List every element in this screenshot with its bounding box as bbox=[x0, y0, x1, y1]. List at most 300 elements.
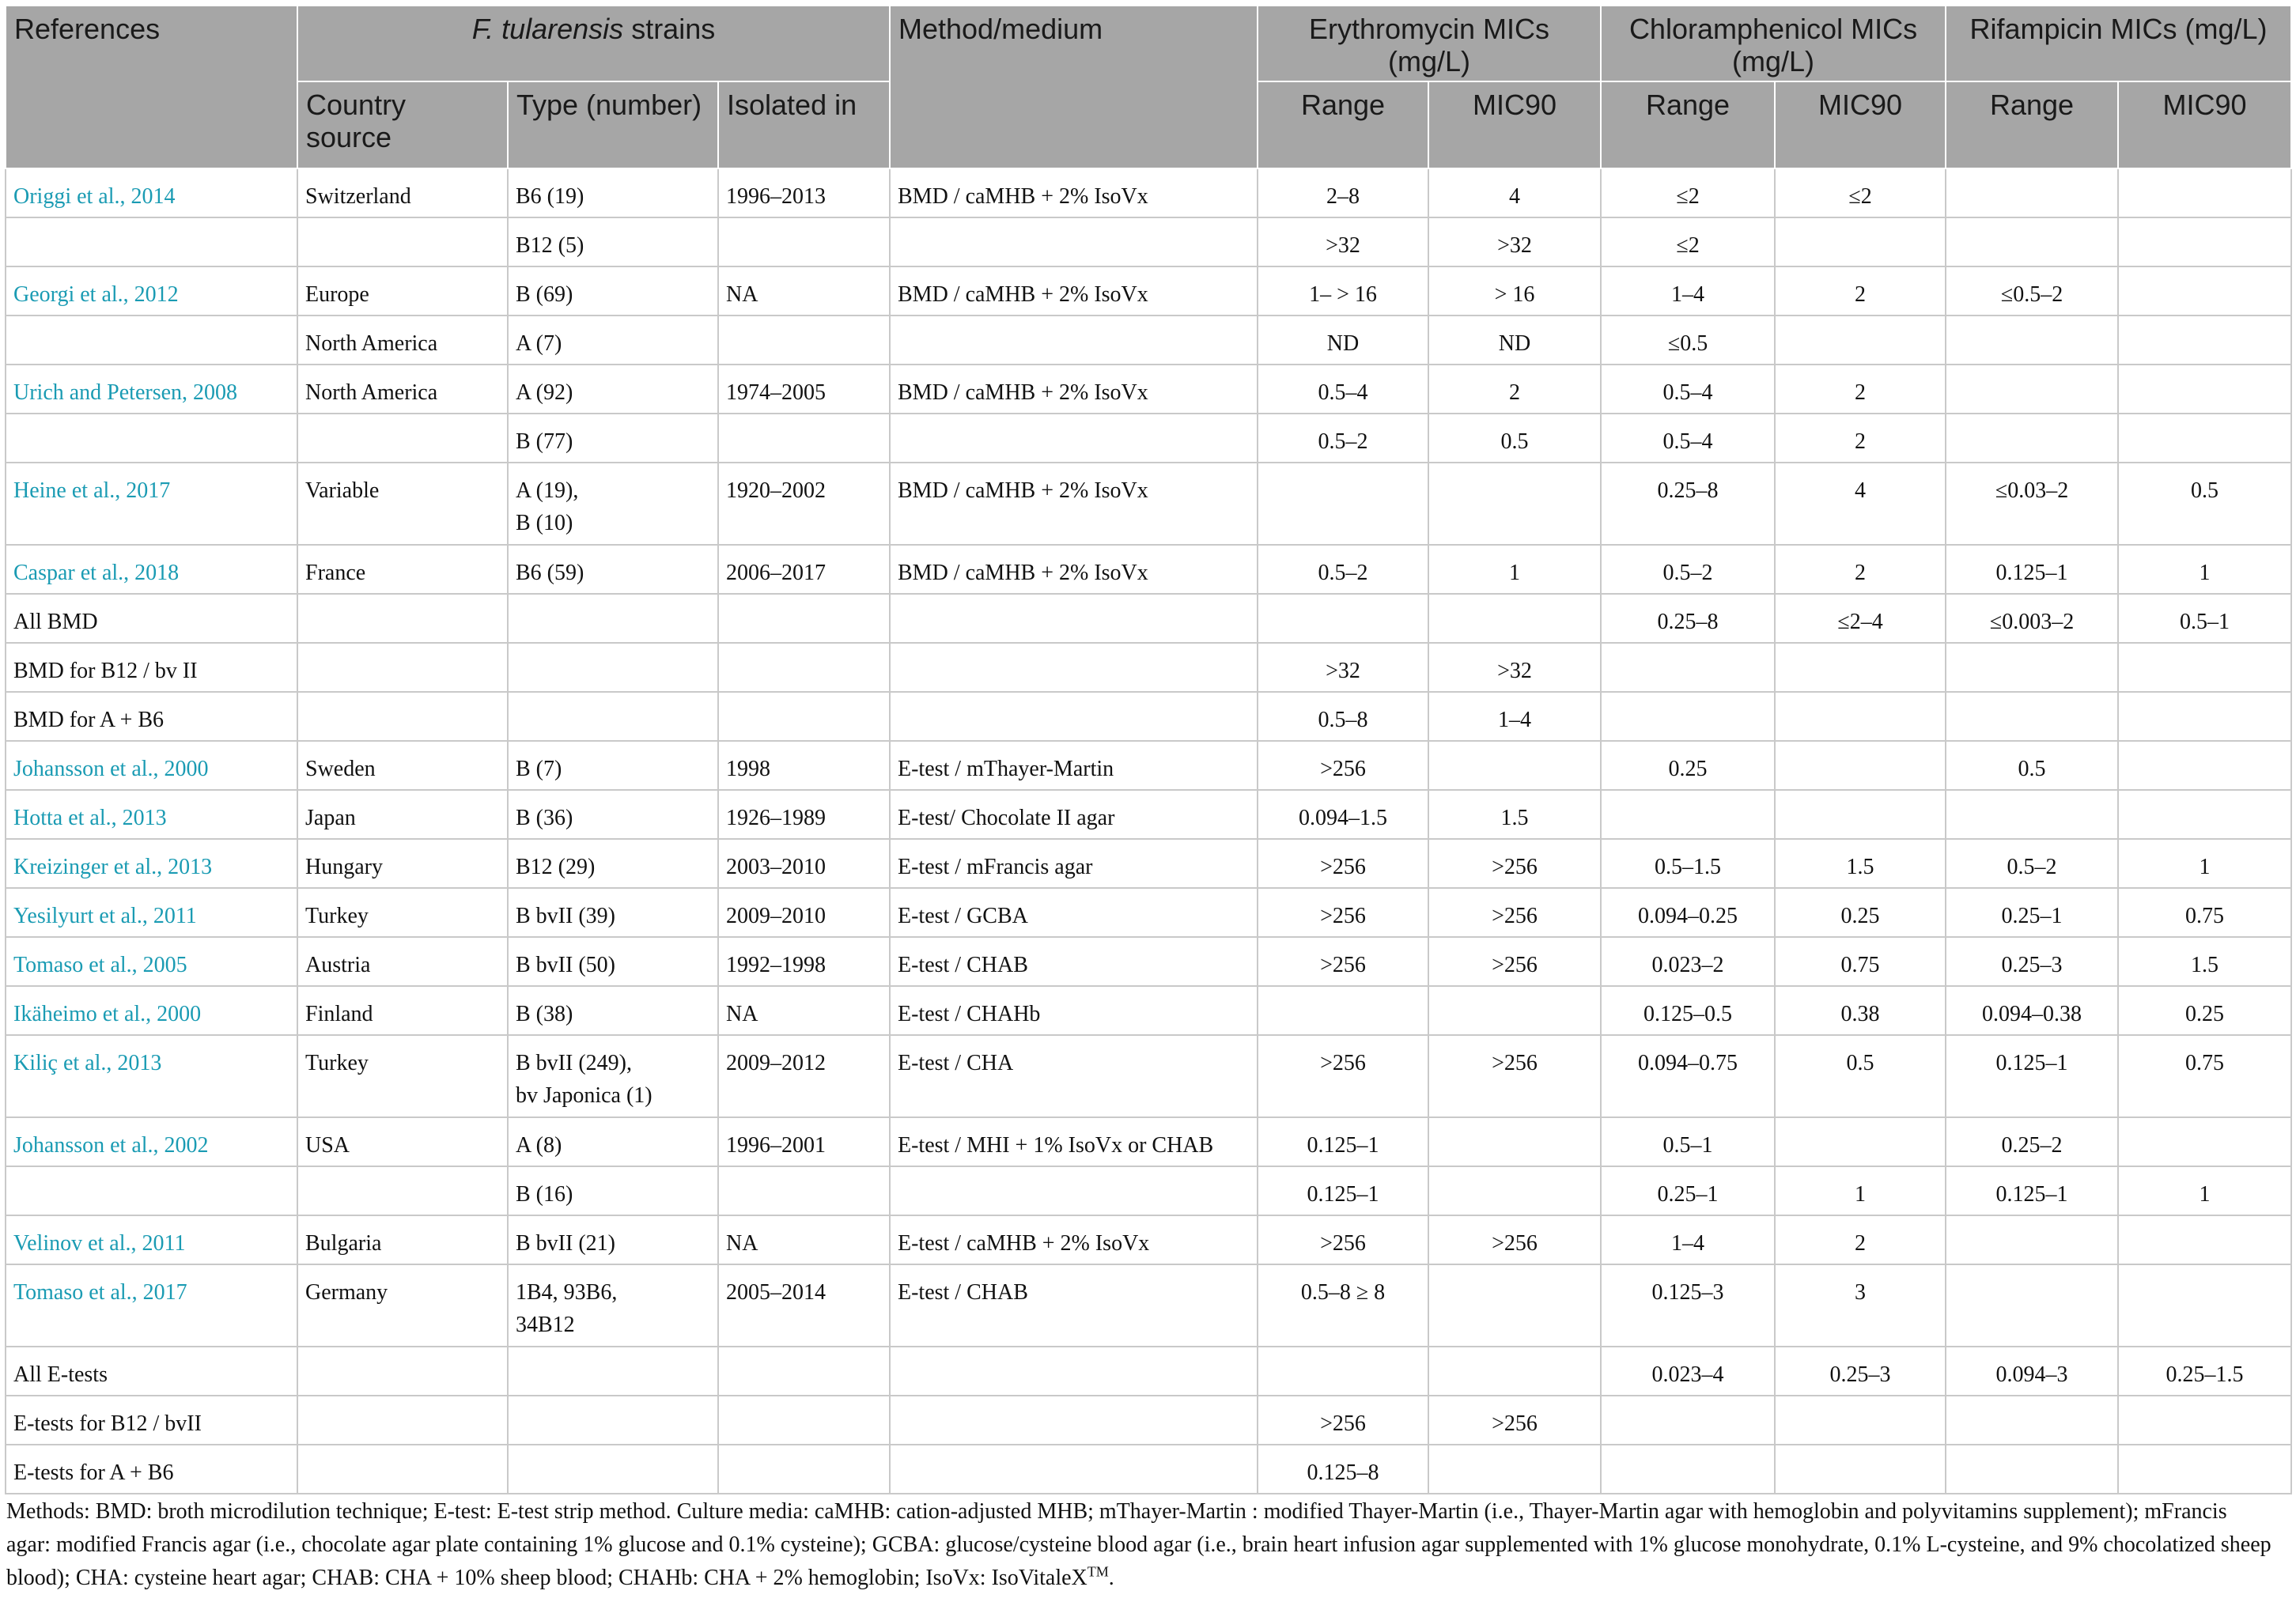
table-row bbox=[6, 643, 2291, 692]
reference-label: BMD for A + B6 bbox=[13, 708, 165, 732]
type-cell bbox=[508, 1264, 718, 1347]
table-row bbox=[6, 168, 2291, 217]
country-cell bbox=[297, 937, 508, 986]
country-cell bbox=[297, 692, 508, 741]
table-row bbox=[6, 414, 2291, 463]
header-method: Method/medium bbox=[890, 6, 1258, 168]
country-cell bbox=[297, 266, 508, 315]
header-chl-mic90: MIC90 bbox=[1775, 81, 1946, 168]
erythromycin-range-cell bbox=[1258, 168, 1428, 217]
header-ery-mic90: MIC90 bbox=[1428, 81, 1601, 168]
reference-year-link[interactable]: 2002 bbox=[164, 1133, 209, 1158]
type-cell bbox=[508, 266, 718, 315]
reference-link[interactable]: Johansson et al., bbox=[13, 1133, 159, 1158]
rifampicin-range-cell bbox=[1946, 839, 2118, 888]
reference-cell bbox=[6, 986, 297, 1035]
reference-cell bbox=[6, 888, 297, 937]
method-cell-text: E-test / mThayer-Martin bbox=[898, 757, 1114, 781]
type-cell bbox=[508, 1166, 718, 1215]
chloramphenicol-mic90-cell bbox=[1775, 594, 1946, 643]
rifampicin-range-cell bbox=[1946, 1445, 2118, 1494]
footnote-text: Methods: BMD: broth microdilution technique; E-test: E-test strip method. Culture media: caMHB: cation-adjusted MHB; mThayer-Martin : modified Thayer-Martin (i.e., Thayer-Martin agar with hemoglobin and polyvitamins supplement); mFrancis agar: modified Francis agar (i.e., chocolate agar plate containing 1% glucose and 0.1% cysteine); GCBA: glucose/cysteine blood agar (i.e., brain heart infusion agar supplemented with 1% glucose monohydrate, 0.1% L-cysteine, and 9% chocolatized sheep blood); CHA: cysteine heart agar; CHAB: CHA + 10% sheep blood; CHAHb: CHA + 2% hemoglobin; IsoVx: IsoVitaleX bbox=[6, 1499, 2271, 1590]
chloramphenicol-mic90-cell bbox=[1775, 463, 1946, 545]
rifampicin-range-cell bbox=[1946, 643, 2118, 692]
isolated-cell bbox=[718, 1035, 890, 1117]
header-strains-label: strains bbox=[623, 13, 716, 45]
type-cell bbox=[508, 1117, 718, 1166]
erythromycin-range-cell-text: >256 bbox=[1320, 1411, 1366, 1436]
erythromycin-range-cell-text: 0.125–8 bbox=[1307, 1460, 1379, 1485]
chloramphenicol-mic90-cell bbox=[1775, 217, 1946, 266]
table-row bbox=[6, 986, 2291, 1035]
reference-year-link[interactable]: 2013 bbox=[117, 1051, 162, 1075]
rifampicin-range-cell bbox=[1946, 594, 2118, 643]
chloramphenicol-range-cell bbox=[1601, 986, 1775, 1035]
table-row bbox=[6, 790, 2291, 839]
rifampicin-range-cell-text: 0.25–3 bbox=[2001, 953, 2063, 977]
method-cell-text: BMD / caMHB + 2% IsoVx bbox=[898, 380, 1148, 405]
reference-link[interactable]: Kreizinger et al., bbox=[13, 855, 163, 879]
chloramphenicol-mic90-cell bbox=[1775, 839, 1946, 888]
country-cell bbox=[297, 1396, 508, 1445]
isolated-cell bbox=[718, 266, 890, 315]
chloramphenicol-range-cell bbox=[1601, 315, 1775, 365]
isolated-cell bbox=[718, 1347, 890, 1396]
isolated-cell bbox=[718, 594, 890, 643]
isolated-cell-text: 1974–2005 bbox=[726, 380, 826, 405]
table-row bbox=[6, 463, 2291, 545]
header-rif-mic90: MIC90 bbox=[2118, 81, 2291, 168]
erythromycin-mic90-cell-text: 4 bbox=[1509, 184, 1520, 209]
country-cell bbox=[297, 643, 508, 692]
chloramphenicol-range-cell bbox=[1601, 217, 1775, 266]
country-cell bbox=[297, 888, 508, 937]
method-cell bbox=[890, 1166, 1258, 1215]
type-cell bbox=[508, 692, 718, 741]
type-cell-text: B (36) bbox=[516, 806, 573, 830]
erythromycin-range-cell-text: >256 bbox=[1320, 904, 1366, 928]
erythromycin-range-cell bbox=[1258, 545, 1428, 594]
reference-cell bbox=[6, 545, 297, 594]
erythromycin-range-cell-text: 0.5–4 bbox=[1318, 380, 1368, 405]
chloramphenicol-mic90-cell bbox=[1775, 1264, 1946, 1347]
footnote-trademark: TM bbox=[1087, 1563, 1109, 1580]
chloramphenicol-mic90-cell bbox=[1775, 1396, 1946, 1445]
rifampicin-mic90-cell-text: 0.75 bbox=[2185, 904, 2225, 928]
isolated-cell bbox=[718, 168, 890, 217]
chloramphenicol-mic90-cell-text: 2 bbox=[1855, 1231, 1867, 1256]
rifampicin-mic90-cell-text: 0.25 bbox=[2185, 1002, 2225, 1026]
reference-link[interactable]: Tomaso et al., bbox=[13, 1280, 138, 1305]
isolated-cell-text: 2006–2017 bbox=[726, 561, 826, 585]
rifampicin-range-cell bbox=[1946, 266, 2118, 315]
reference-link[interactable]: Velinov et al., bbox=[13, 1231, 137, 1256]
chloramphenicol-mic90-cell bbox=[1775, 790, 1946, 839]
chloramphenicol-range-cell-text: ≤2 bbox=[1676, 233, 1700, 258]
type-cell-text: B bvII (21) bbox=[516, 1231, 615, 1256]
header-type: Type (number) bbox=[508, 81, 718, 168]
table-row bbox=[6, 839, 2291, 888]
type-cell-text: B (7) bbox=[516, 757, 562, 781]
isolated-cell bbox=[718, 545, 890, 594]
erythromycin-range-cell bbox=[1258, 937, 1428, 986]
chloramphenicol-range-cell bbox=[1601, 1166, 1775, 1215]
rifampicin-range-cell-text: 0.25–1 bbox=[2001, 904, 2063, 928]
method-cell bbox=[890, 315, 1258, 365]
erythromycin-range-cell-text: 0.125–1 bbox=[1307, 1133, 1379, 1158]
chloramphenicol-range-cell-text: 0.125–0.5 bbox=[1644, 1002, 1733, 1026]
type-cell-text-line2: 34B12 bbox=[516, 1313, 575, 1337]
reference-link[interactable]: Ikäheimo et al., bbox=[13, 1002, 152, 1026]
chloramphenicol-mic90-cell-text: 3 bbox=[1855, 1280, 1867, 1305]
method-cell bbox=[890, 986, 1258, 1035]
reference-link[interactable]: Urich and Petersen, bbox=[13, 380, 188, 405]
header-strains-species: F. tularensis bbox=[471, 13, 624, 45]
rifampicin-range-cell bbox=[1946, 545, 2118, 594]
rifampicin-mic90-cell bbox=[2118, 414, 2291, 463]
country-cell-text: Bulgaria bbox=[305, 1231, 382, 1256]
rifampicin-range-cell bbox=[1946, 1166, 2118, 1215]
chloramphenicol-mic90-cell-text: 2 bbox=[1855, 561, 1867, 585]
rifampicin-mic90-cell bbox=[2118, 168, 2291, 217]
isolated-cell bbox=[718, 937, 890, 986]
chloramphenicol-mic90-cell bbox=[1775, 168, 1946, 217]
country-cell bbox=[297, 365, 508, 414]
erythromycin-range-cell-text: 0.5–8 bbox=[1318, 708, 1368, 732]
chloramphenicol-range-cell bbox=[1601, 1445, 1775, 1494]
country-cell-text: France bbox=[305, 561, 366, 585]
chloramphenicol-mic90-cell bbox=[1775, 1035, 1946, 1117]
table-row bbox=[6, 594, 2291, 643]
erythromycin-range-cell bbox=[1258, 1035, 1428, 1117]
rifampicin-range-cell-text: 0.094–0.38 bbox=[1982, 1002, 2082, 1026]
rifampicin-range-cell bbox=[1946, 790, 2118, 839]
chloramphenicol-mic90-cell-text: 0.25–3 bbox=[1829, 1362, 1891, 1387]
erythromycin-range-cell bbox=[1258, 839, 1428, 888]
chloramphenicol-range-cell bbox=[1601, 365, 1775, 414]
rifampicin-mic90-cell-text: 1 bbox=[2199, 1182, 2211, 1207]
table-row bbox=[6, 937, 2291, 986]
table-row bbox=[6, 741, 2291, 790]
rifampicin-range-cell-text: ≤0.003–2 bbox=[1989, 610, 2075, 634]
chloramphenicol-mic90-cell bbox=[1775, 888, 1946, 937]
rifampicin-range-cell bbox=[1946, 315, 2118, 365]
country-cell bbox=[297, 594, 508, 643]
method-cell bbox=[890, 1396, 1258, 1445]
type-cell bbox=[508, 315, 718, 365]
isolated-cell-text: NA bbox=[726, 282, 758, 307]
type-cell bbox=[508, 1445, 718, 1494]
reference-link[interactable]: Origgi et al., bbox=[13, 184, 126, 209]
method-cell bbox=[890, 1215, 1258, 1264]
erythromycin-mic90-cell-text: >256 bbox=[1492, 904, 1538, 928]
erythromycin-mic90-cell-text: >256 bbox=[1492, 953, 1538, 977]
erythromycin-range-cell-text: >256 bbox=[1320, 1231, 1366, 1256]
country-cell-text: Sweden bbox=[305, 757, 376, 781]
reference-year-link[interactable]: 2017 bbox=[126, 478, 171, 503]
rifampicin-mic90-cell bbox=[2118, 1166, 2291, 1215]
isolated-cell bbox=[718, 1166, 890, 1215]
chloramphenicol-range-cell bbox=[1601, 1215, 1775, 1264]
reference-year-link[interactable]: 2013 bbox=[122, 806, 167, 830]
country-cell bbox=[297, 1264, 508, 1347]
rifampicin-mic90-cell bbox=[2118, 463, 2291, 545]
table-row bbox=[6, 545, 2291, 594]
erythromycin-range-cell bbox=[1258, 1347, 1428, 1396]
chloramphenicol-mic90-cell bbox=[1775, 414, 1946, 463]
reference-link[interactable]: Kiliç et al., bbox=[13, 1051, 112, 1075]
reference-cell bbox=[6, 1166, 297, 1215]
reference-label: E-tests for A + B6 bbox=[13, 1460, 174, 1485]
method-cell-text: E-test / CHA bbox=[898, 1051, 1014, 1075]
chloramphenicol-range-cell bbox=[1601, 1347, 1775, 1396]
chloramphenicol-mic90-cell-text: 0.25 bbox=[1840, 904, 1880, 928]
chloramphenicol-range-cell-text: 0.25–1 bbox=[1657, 1182, 1719, 1207]
chloramphenicol-mic90-cell-text: 0.38 bbox=[1840, 1002, 1880, 1026]
type-cell bbox=[508, 986, 718, 1035]
erythromycin-mic90-cell bbox=[1428, 790, 1601, 839]
reference-year-link[interactable]: 2011 bbox=[153, 904, 197, 928]
reference-year-link[interactable]: 2017 bbox=[142, 1280, 187, 1305]
chloramphenicol-range-cell-text: 1–4 bbox=[1671, 282, 1705, 307]
chloramphenicol-mic90-cell bbox=[1775, 266, 1946, 315]
rifampicin-mic90-cell bbox=[2118, 1396, 2291, 1445]
rifampicin-mic90-cell-text: 0.5–1 bbox=[2180, 610, 2230, 634]
isolated-cell bbox=[718, 365, 890, 414]
isolated-cell-text: 2005–2014 bbox=[726, 1280, 826, 1305]
erythromycin-range-cell-text: >256 bbox=[1320, 953, 1366, 977]
chloramphenicol-mic90-cell-text: ≤2 bbox=[1848, 184, 1872, 209]
reference-cell bbox=[6, 1117, 297, 1166]
reference-year-link[interactable]: 2013 bbox=[168, 855, 213, 879]
type-cell-text: A (92) bbox=[516, 380, 573, 405]
rifampicin-mic90-cell bbox=[2118, 266, 2291, 315]
method-cell bbox=[890, 594, 1258, 643]
chloramphenicol-range-cell-text: 1–4 bbox=[1671, 1231, 1705, 1256]
reference-year-link[interactable]: 2000 bbox=[164, 757, 209, 781]
isolated-cell bbox=[718, 1215, 890, 1264]
rifampicin-range-cell bbox=[1946, 1035, 2118, 1117]
method-cell bbox=[890, 790, 1258, 839]
chloramphenicol-range-cell bbox=[1601, 741, 1775, 790]
rifampicin-range-cell bbox=[1946, 1264, 2118, 1347]
chloramphenicol-range-cell-text: 0.094–0.25 bbox=[1638, 904, 1738, 928]
chloramphenicol-mic90-cell-text: 4 bbox=[1855, 478, 1867, 503]
rifampicin-range-cell bbox=[1946, 463, 2118, 545]
reference-year-link[interactable]: 2018 bbox=[134, 561, 180, 585]
rifampicin-range-cell bbox=[1946, 692, 2118, 741]
erythromycin-range-cell bbox=[1258, 1396, 1428, 1445]
method-cell bbox=[890, 1117, 1258, 1166]
reference-cell bbox=[6, 643, 297, 692]
country-cell-text: Austria bbox=[305, 953, 371, 977]
erythromycin-mic90-cell bbox=[1428, 217, 1601, 266]
method-cell bbox=[890, 888, 1258, 937]
reference-year-link[interactable]: 2011 bbox=[142, 1231, 186, 1256]
reference-link[interactable]: Georgi et al., bbox=[13, 282, 129, 307]
table-row bbox=[6, 315, 2291, 365]
rifampicin-range-cell-text: ≤0.03–2 bbox=[1995, 478, 2069, 503]
table-row bbox=[6, 1396, 2291, 1445]
country-cell-text: Finland bbox=[305, 1002, 373, 1026]
isolated-cell-text: 1998 bbox=[726, 757, 770, 781]
rifampicin-range-cell bbox=[1946, 365, 2118, 414]
reference-cell bbox=[6, 463, 297, 545]
type-cell bbox=[508, 1035, 718, 1117]
header-rifampicin: Rifampicin MICs (mg/L) bbox=[1946, 6, 2291, 81]
erythromycin-mic90-cell bbox=[1428, 986, 1601, 1035]
erythromycin-range-cell bbox=[1258, 365, 1428, 414]
header-strains bbox=[297, 6, 890, 81]
type-cell bbox=[508, 643, 718, 692]
country-cell bbox=[297, 1166, 508, 1215]
erythromycin-mic90-cell bbox=[1428, 937, 1601, 986]
reference-cell bbox=[6, 266, 297, 315]
country-cell bbox=[297, 1215, 508, 1264]
rifampicin-range-cell-text: 0.5 bbox=[2018, 757, 2046, 781]
rifampicin-mic90-cell-text: 0.75 bbox=[2185, 1051, 2225, 1075]
type-cell-text: A (7) bbox=[516, 331, 562, 356]
country-cell-text: Hungary bbox=[305, 855, 383, 879]
reference-label: BMD for B12 / bv II bbox=[13, 659, 198, 683]
rifampicin-range-cell-text: 0.25–2 bbox=[2001, 1133, 2063, 1158]
country-cell bbox=[297, 1117, 508, 1166]
method-cell bbox=[890, 365, 1258, 414]
isolated-cell bbox=[718, 888, 890, 937]
erythromycin-mic90-cell bbox=[1428, 545, 1601, 594]
reference-year-link[interactable]: 2012 bbox=[134, 282, 179, 307]
erythromycin-range-cell bbox=[1258, 414, 1428, 463]
table-row bbox=[6, 365, 2291, 414]
reference-link[interactable]: Hotta et al., bbox=[13, 806, 117, 830]
reference-year-link[interactable]: 2008 bbox=[193, 380, 238, 405]
country-cell-text: North America bbox=[305, 331, 438, 356]
chloramphenicol-range-cell-text: 0.094–0.75 bbox=[1638, 1051, 1738, 1075]
reference-cell bbox=[6, 1035, 297, 1117]
rifampicin-mic90-cell-text: 0.5 bbox=[2191, 478, 2219, 503]
type-cell bbox=[508, 937, 718, 986]
rifampicin-mic90-cell bbox=[2118, 741, 2291, 790]
reference-year-link[interactable]: 2000 bbox=[157, 1002, 202, 1026]
reference-label: E-tests for B12 / bvII bbox=[13, 1411, 202, 1436]
rifampicin-mic90-cell bbox=[2118, 1215, 2291, 1264]
method-cell bbox=[890, 266, 1258, 315]
method-cell-text: E-test / caMHB + 2% IsoVx bbox=[898, 1231, 1150, 1256]
type-cell-text: B6 (59) bbox=[516, 561, 584, 585]
chloramphenicol-range-cell-text: 0.5–4 bbox=[1662, 380, 1713, 405]
type-cell-text: B bvII (50) bbox=[516, 953, 615, 977]
table-row bbox=[6, 692, 2291, 741]
isolated-cell bbox=[718, 692, 890, 741]
chloramphenicol-range-cell-text: 0.023–4 bbox=[1651, 1362, 1724, 1387]
type-cell-text: B (38) bbox=[516, 1002, 573, 1026]
reference-label: All E-tests bbox=[13, 1362, 108, 1387]
erythromycin-mic90-cell-text: 1 bbox=[1509, 561, 1520, 585]
erythromycin-mic90-cell bbox=[1428, 1445, 1601, 1494]
method-cell-text: BMD / caMHB + 2% IsoVx bbox=[898, 282, 1148, 307]
isolated-cell bbox=[718, 217, 890, 266]
reference-year-link[interactable]: 2005 bbox=[142, 953, 187, 977]
rifampicin-mic90-cell bbox=[2118, 1264, 2291, 1347]
chloramphenicol-range-cell bbox=[1601, 790, 1775, 839]
method-cell bbox=[890, 937, 1258, 986]
rifampicin-range-cell-text: 0.125–1 bbox=[1995, 561, 2068, 585]
erythromycin-mic90-cell bbox=[1428, 315, 1601, 365]
reference-link[interactable]: Caspar et al., bbox=[13, 561, 130, 585]
reference-cell bbox=[6, 839, 297, 888]
erythromycin-range-cell bbox=[1258, 692, 1428, 741]
chloramphenicol-range-cell-text: 0.25–8 bbox=[1657, 610, 1719, 634]
chloramphenicol-mic90-cell-text: 2 bbox=[1855, 429, 1867, 454]
erythromycin-range-cell bbox=[1258, 888, 1428, 937]
erythromycin-range-cell-text: ND bbox=[1326, 331, 1360, 356]
rifampicin-range-cell bbox=[1946, 937, 2118, 986]
chloramphenicol-mic90-cell-text: 2 bbox=[1855, 380, 1867, 405]
isolated-cell bbox=[718, 315, 890, 365]
isolated-cell bbox=[718, 414, 890, 463]
chloramphenicol-range-cell-text: 0.023–2 bbox=[1651, 953, 1724, 977]
country-cell-text: Turkey bbox=[305, 1051, 369, 1075]
type-cell-text: A (19), bbox=[516, 478, 579, 503]
isolated-cell-text: 1996–2001 bbox=[726, 1133, 826, 1158]
table-row bbox=[6, 1347, 2291, 1396]
reference-link[interactable]: Yesilyurt et al., bbox=[13, 904, 148, 928]
erythromycin-mic90-cell bbox=[1428, 168, 1601, 217]
chloramphenicol-range-cell bbox=[1601, 1396, 1775, 1445]
reference-link[interactable]: Heine et al., bbox=[13, 478, 121, 503]
rifampicin-mic90-cell bbox=[2118, 545, 2291, 594]
chloramphenicol-range-cell bbox=[1601, 1264, 1775, 1347]
table-row bbox=[6, 1117, 2291, 1166]
rifampicin-range-cell bbox=[1946, 217, 2118, 266]
reference-cell bbox=[6, 1445, 297, 1494]
type-cell bbox=[508, 463, 718, 545]
method-cell bbox=[890, 1035, 1258, 1117]
rifampicin-mic90-cell bbox=[2118, 315, 2291, 365]
rifampicin-mic90-cell bbox=[2118, 643, 2291, 692]
header-chloramphenicol: Chloramphenicol MICs (mg/L) bbox=[1601, 6, 1946, 81]
chloramphenicol-mic90-cell-text: 1 bbox=[1855, 1182, 1867, 1207]
reference-label: All BMD bbox=[13, 610, 98, 634]
erythromycin-mic90-cell bbox=[1428, 1117, 1601, 1166]
type-cell bbox=[508, 217, 718, 266]
chloramphenicol-mic90-cell bbox=[1775, 643, 1946, 692]
reference-cell bbox=[6, 937, 297, 986]
mic-table bbox=[5, 5, 2292, 1494]
country-cell-text: North America bbox=[305, 380, 438, 405]
type-cell-text: B12 (5) bbox=[516, 233, 584, 258]
isolated-cell-text: NA bbox=[726, 1002, 758, 1026]
isolated-cell bbox=[718, 790, 890, 839]
method-cell bbox=[890, 463, 1258, 545]
chloramphenicol-mic90-cell-text: 0.75 bbox=[1840, 953, 1880, 977]
erythromycin-range-cell bbox=[1258, 463, 1428, 545]
chloramphenicol-mic90-cell bbox=[1775, 692, 1946, 741]
method-cell-text: E-test/ Chocolate II agar bbox=[898, 806, 1115, 830]
reference-cell bbox=[6, 1396, 297, 1445]
isolated-cell bbox=[718, 643, 890, 692]
chloramphenicol-range-cell bbox=[1601, 1035, 1775, 1117]
reference-link[interactable]: Johansson et al., bbox=[13, 757, 159, 781]
type-cell-text: 1B4, 93B6, bbox=[516, 1280, 618, 1305]
reference-link[interactable]: Tomaso et al., bbox=[13, 953, 138, 977]
reference-year-link[interactable]: 2014 bbox=[130, 184, 176, 209]
chloramphenicol-mic90-cell bbox=[1775, 1347, 1946, 1396]
method-cell-text: BMD / caMHB + 2% IsoVx bbox=[898, 184, 1148, 209]
reference-cell bbox=[6, 365, 297, 414]
chloramphenicol-range-cell bbox=[1601, 414, 1775, 463]
chloramphenicol-mic90-cell bbox=[1775, 545, 1946, 594]
